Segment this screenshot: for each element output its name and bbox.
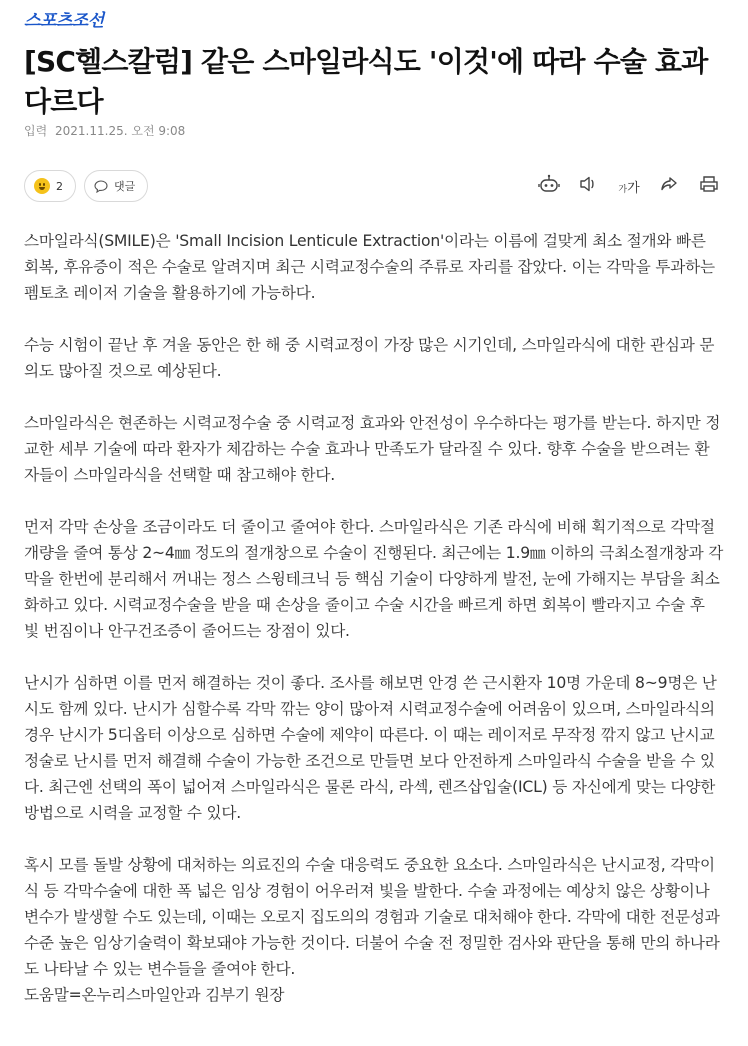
article-title: [SC헬스칼럼] 같은 스마일라식도 '이것'에 따라 수술 효과 다르다 — [24, 45, 708, 118]
robot-summary-icon — [538, 174, 560, 198]
article-action-bar — [24, 168, 724, 204]
share-icon — [659, 175, 679, 197]
paragraph: 먼저 각막 손상을 조금이라도 더 줄이고 줄여야 한다. 스마일라식은 기존 라식에 비해 획기적으로 각막절개량을 줄여 통상 2~4㎜ 정도의 절개창으로 수술이 진행된다. 최근에는 1.9㎜ 이하의 극최소절개창과 각막을 한번에 분리해서 꺼내는 정스 스윙테크닉 등 핵심 기술이 다양하게 발전, 눈에 가해지는 부담을 최소화하고 있다. 시력교정수술을 받을 때 손상을 줄이고 수술 시간을 빠르게 하면 회복이 빨라지고 수술 후 빛 번짐이나 안구건조증이 줄어드는 장점이 있다. — [24, 518, 724, 640]
smile-emoji-icon — [34, 178, 50, 194]
date-value: 2021.11.25. 오전 9:08 — [55, 124, 186, 138]
article-date — [24, 122, 185, 139]
paragraph: 혹시 모를 돌발 상황에 대처하는 의료진의 수술 대응력도 중요한 요소다. 스마일라식은 난시교정, 각막이식 등 각막수술에 대한 폭 넓은 임상 경험이 어우러져 빛을 발한다. 수술 과정에는 예상치 않은 상황이나 변수가 발생할 수도 있는데, 이때는 오로지 집도의의 경험과 기술로 대처해야 한다. 각막에 대한 전문성과 수준 높은 임상기술력이 확보돼야 가능한 것이다. 더불어 수술 전 정밀한 검사와 판단을 통해 만의 하나라도 나타날 수 있는 변수들을 줄여야 한다. — [24, 856, 720, 978]
share-button[interactable] — [654, 171, 684, 201]
paragraph: 난시가 심하면 이를 먼저 해결하는 것이 좋다. 조사를 해보면 안경 쓴 근시환자 10명 가운데 8~9명은 난시도 함께 있다. 난시가 심할수록 각막 깎는 양이 많아져 시력교정수술에 어려움이 있으며, 스마일라식의 경우 난시가 5디옵터 이상으로 심하면 수술에 제약이 따른다. 이 때는 레이저로 무작정 깎지 않고 난시교정술로 난시를 먼저 해결해 수술이 가능한 조건으로 만들면 보다 안전하게 스마일라식 수술을 받을 수 있다. 최근엔 선택의 폭이 넓어져 스마일라식은 물론 라식, 라섹, 렌즈삽입술(ICL) 등 자신에게 맞는 다양한 방법으로 시력을 교정할 수 있다. — [24, 674, 717, 822]
comment-bubble-icon — [94, 180, 108, 193]
print-icon — [699, 175, 719, 197]
press-logo-text: 스포츠조선 — [24, 10, 104, 31]
press-logo[interactable] — [24, 6, 104, 30]
paragraph: 스마일라식은 현존하는 시력교정수술 중 시력교정 효과와 안전성이 우수하다는 평가를 받는다. 하지만 정교한 세부 기술에 따라 환자가 체감하는 수술 효과나 만족도가 달라질 수 있다. 향후 수술을 받으려는 환자들이 스마일라식을 선택할 때 참고해야 한다. — [24, 414, 721, 484]
font-size-button[interactable] — [614, 171, 644, 201]
comment-button[interactable] — [84, 170, 148, 202]
paragraph: 수능 시험이 끝난 후 겨울 동안은 한 해 중 시력교정이 가장 많은 시기인데, 스마일라식에 대한 관심과 문의도 많아질 것으로 예상된다. — [24, 336, 715, 380]
font-size-icon: 가가 — [618, 180, 640, 196]
speaker-icon — [579, 175, 599, 197]
article-signature: 도움말=온누리스마일안과 김부기 원장 — [24, 986, 285, 1004]
listen-button[interactable] — [574, 171, 604, 201]
date-label: 입력 — [24, 124, 48, 138]
article-body — [24, 228, 724, 1034]
paragraph: 스마일라식(SMILE)은 'Small Incision Lenticule Extraction'이라는 이름에 걸맞게 최소 절개와 빠른 회복, 후유증이 적은 수술로 알려지며 최근 시력교정수술의 주류로 자리를 잡았다. 이는 각막을 투과하는 펨토초 레이저 기술을 활용하기에 가능하다. — [24, 232, 715, 302]
article-tools — [524, 171, 724, 201]
comment-label: 댓글 — [114, 180, 136, 193]
reaction-count: 2 — [56, 179, 63, 193]
print-button[interactable] — [694, 171, 724, 201]
summary-bot-button[interactable] — [534, 171, 564, 201]
reaction-button[interactable] — [24, 170, 76, 202]
